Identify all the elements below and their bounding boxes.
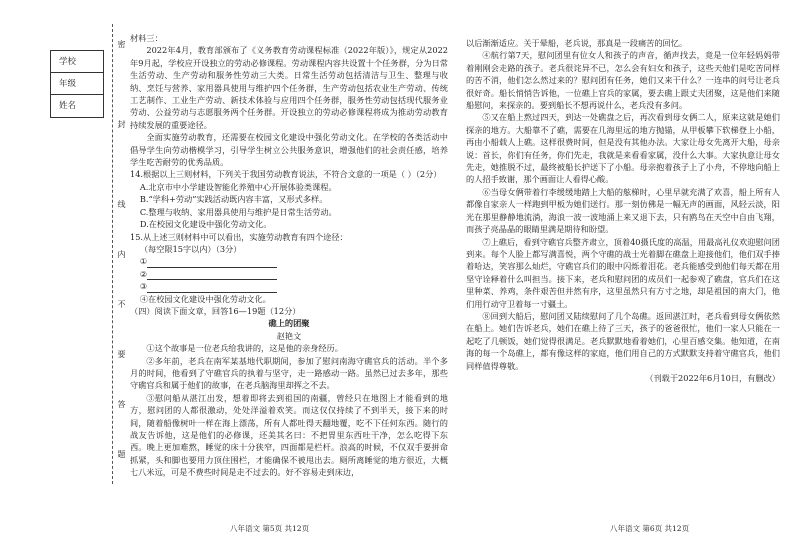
q15-blank-4: ④在校园文化建设中强化劳动文化。 (139, 293, 271, 304)
answer-line[interactable] (147, 283, 277, 293)
q15-blank-1[interactable] (130, 255, 448, 267)
story-para: ⑦上礁后，看到守礁官兵整齐肃立，顶着40摄氏度的高温，用最高礼仪欢迎慰问团到来。每个人脸上都写满喜悦，两个守礁的战士光着脚在礁盘上迎接他们，他们双手捧着哈达，笑容那么灿烂，守礁官兵们的眼中闪烁着泪花。老兵能感受到他们每天都在用坚守诠释着什么叫担当。接下来，老兵和慰问团的成员们一起参观了礁盘，官兵们在这里种菜、养鸡，条件艰苦但井然有序，这里虽然只有方寸之地，却是祖国的南大门，他们用行动守卫着每一寸疆土。 (466, 236, 780, 309)
binding-mark-1: 密 (117, 40, 126, 48)
blank-label: ② (139, 268, 148, 279)
story-para: ④航行第7天，慰问团里有位女人和孩子的声音，循声找去，竟是一位年轻妈妈带着刚刚会走路的孩子。老兵很诧异不已，怎么会有妇女和孩子，这些天他们是吃苦同样的苦不消，他们怎么然过来的？慰问团有任务，她们又来干什么？一连串的问号让老兵很好奇。船长悄悄告诉他，一位礁上官兵的家属，要去礁上跟丈夫团聚，这是他们来随船慰问，来探亲的。要到船长不想再说什么，老兵没有多问。 (466, 50, 780, 111)
binding-mark-3: 线 (117, 200, 126, 208)
story-para: ⑥当母女俩带着行李缓缓地踏上大船的舷梯时，心里早就充满了欢喜，船上所有人都像自家亲人一样跑到甲板为她们送行。那一刻仿佛是一幅无声的画面，风轻云淡，阳光在那里静静地流淌，海浪一波一波地涌上来又退下去，只有鸥鸟在天空中自由飞翔，而孩子亮晶晶的眼睛里满是期待和盼望。 (466, 186, 780, 235)
name-field[interactable]: 姓名 (59, 101, 77, 111)
answer-line[interactable] (147, 258, 277, 268)
story-para: ③慰问船从湛江出发，想着即将去到祖国的南疆，曾经只在地图上才能看到的地方，慰问团的人都很激动，处处洋溢着欢笑。而这仅仅持续了不到半天，接下来的时间，随着船像树叶一样在海上漂荡，所有人都吐得天翻地覆，吃不下任何东西。随行的战友告诉他，这是他们的必修课，还美其名曰：不把胃里东西吐干净，怎么吃得下东西。晚上更加难熬，睡觉的床十分狭窄，四面都是栏杆。浪高的时候，不仅双手要拼命抓紧，头和脚也要用力顶住围栏，才能确保不被甩出去。厕所离睡觉的地方很近，大概七八米远，可是不费些时间是走不过去的。好不容易走到床边， (130, 392, 448, 478)
binding-mark-8: 题 (117, 450, 126, 458)
binding-mark-4: 内 (117, 250, 126, 258)
q14-option-d[interactable]: D.在校园文化建设中强化劳动文化。 (139, 219, 272, 230)
page-footer-left: 八年语文 第5页 共12页 (230, 524, 310, 533)
story-author: 赵艳文 (276, 330, 302, 341)
binding-dashed-line (112, 24, 113, 484)
story-title: 礁上的团聚 (268, 318, 310, 329)
story-source: （刊载于2022年6月10日，有删改） (645, 372, 780, 383)
binding-margin (12, 20, 112, 470)
right-column (466, 37, 780, 384)
story-para: 以后渐渐适应。关于晕船，老兵说，那真是一段痛苦的回忆。 (466, 38, 688, 48)
binding-mark-7: 答 (117, 400, 126, 408)
question-15: 15.从上述三则材料中可以看出，实施劳动教育有四个途径： (130, 231, 348, 242)
left-column (130, 32, 448, 479)
q14-option-b[interactable]: B.“学科+劳动”实践活动既内容丰富，又形式多样。 (139, 194, 328, 205)
student-info-box (50, 50, 104, 118)
q15-hint: （每空限15字以内）（3分） (139, 243, 242, 254)
q14-option-c[interactable]: C.整理与收纳、家用器具使用与维护是日常生活劳动。 (139, 206, 337, 217)
q15-blank-3[interactable] (130, 280, 448, 292)
material-para: 全面实施劳动教育，还需要在校园文化建设中强化劳动文化。在学校的各类活动中倡导学生向劳动楷模学习，引导学生树立公共服务意识，增强他们的社会责任感，培养学生吃苦耐劳的优秀品质。 (130, 132, 448, 168)
story-para: ②多年前，老兵在南军某基地代职期间，参加了慰问南海守礁官兵的活动。半个多月的时间，他看到了守礁官兵的执着与坚守，走一路感动一路。虽然已过去多年，那些守礁官兵和属于他们的故事，在老兵脑海里却挥之不去。 (130, 355, 448, 391)
answer-line[interactable] (147, 270, 277, 280)
material-para: 2022年4月，教育部颁布了《义务教育劳动课程标准（2022年版）》，规定从2022年9月起，学校应开设独立的劳动必修课程。劳动课程内容共设置十个任务群，分为日常生活劳动、生产劳动和服务性劳动三大类。日常生活劳动包括清洁与卫生、整理与收纳、烹饪与营养、家用器具使用与维护四个任务群，生产劳动包括农业生产劳动、传统工艺制作、工业生产劳动、新技术体验与应用四个任务群，服务性劳动包括现代服务业劳动、公益劳动与志愿服务两个任务群。开设独立的劳动必修课程将成为推动劳动教育持续发展的重要途径。 (130, 45, 448, 130)
story-para: ⑤又在船上熬过四天，到达一处礁盘之后，再次看到母女俩二人，原来这就是她们探亲的地方。大船靠不了礁，需要在几海里远的地方抛锚，从甲板攀下软梯登上小船，再由小船载人上礁。这样很费时间，但是没有其他办法。大家让母女先离开大船，母亲说：首长，你们有任务，你们先走，我就是来看看家属，没什么大事。大家执意让母女先走，她推脱不过，最终被船长护送下了小船。母亲抱着孩子上了小舟，不停地向船上的人招手致谢，那个画面让人看得心酸。 (466, 112, 780, 185)
q14-option-a[interactable]: A.北京市中小学建设智能化养殖中心开展体验类课程。 (139, 181, 337, 192)
binding-mark-5: 不 (117, 300, 126, 308)
grade-field[interactable]: 年级 (51, 73, 103, 95)
blank-label: ③ (139, 281, 148, 292)
school-field[interactable]: 学校 (51, 51, 103, 73)
binding-mark-6: 要 (117, 350, 126, 358)
section-4-heading: （四）阅读下面文章，回答16—19题（12分） (130, 305, 301, 316)
material-title: 材料三： (130, 33, 163, 43)
page-footer-right: 八年语文 第6页 共12页 (610, 524, 690, 533)
story-para: ⑧回到大船后，慰问团又陆续慰问了几个岛礁。返回湛江时，老兵看到母女俩依然在船上。她们告诉老兵，她们在礁上待了三天，孩子的爸爸很忙，他们一家人只能在一起吃了几顿饭，她们觉得很满足。老兵默默地看着她们，心里百感交集。他知道，在南海的每一个岛礁上，都有像这样的家庭，他们用自己的方式默默支持着守礁官兵，他们同样值得尊敬。 (466, 310, 780, 371)
story-para: ①这个故事是一位老兵给我讲的，这是他的亲身经历。 (146, 343, 343, 354)
binding-mark-2: 封 (117, 120, 126, 128)
blank-label: ① (139, 256, 148, 267)
question-14: 14.根据以上三则材料，下列关于我国劳动教育说法，不符合文意的一项是（ ）（2分） (130, 169, 442, 180)
q15-blank-2[interactable] (130, 268, 448, 280)
